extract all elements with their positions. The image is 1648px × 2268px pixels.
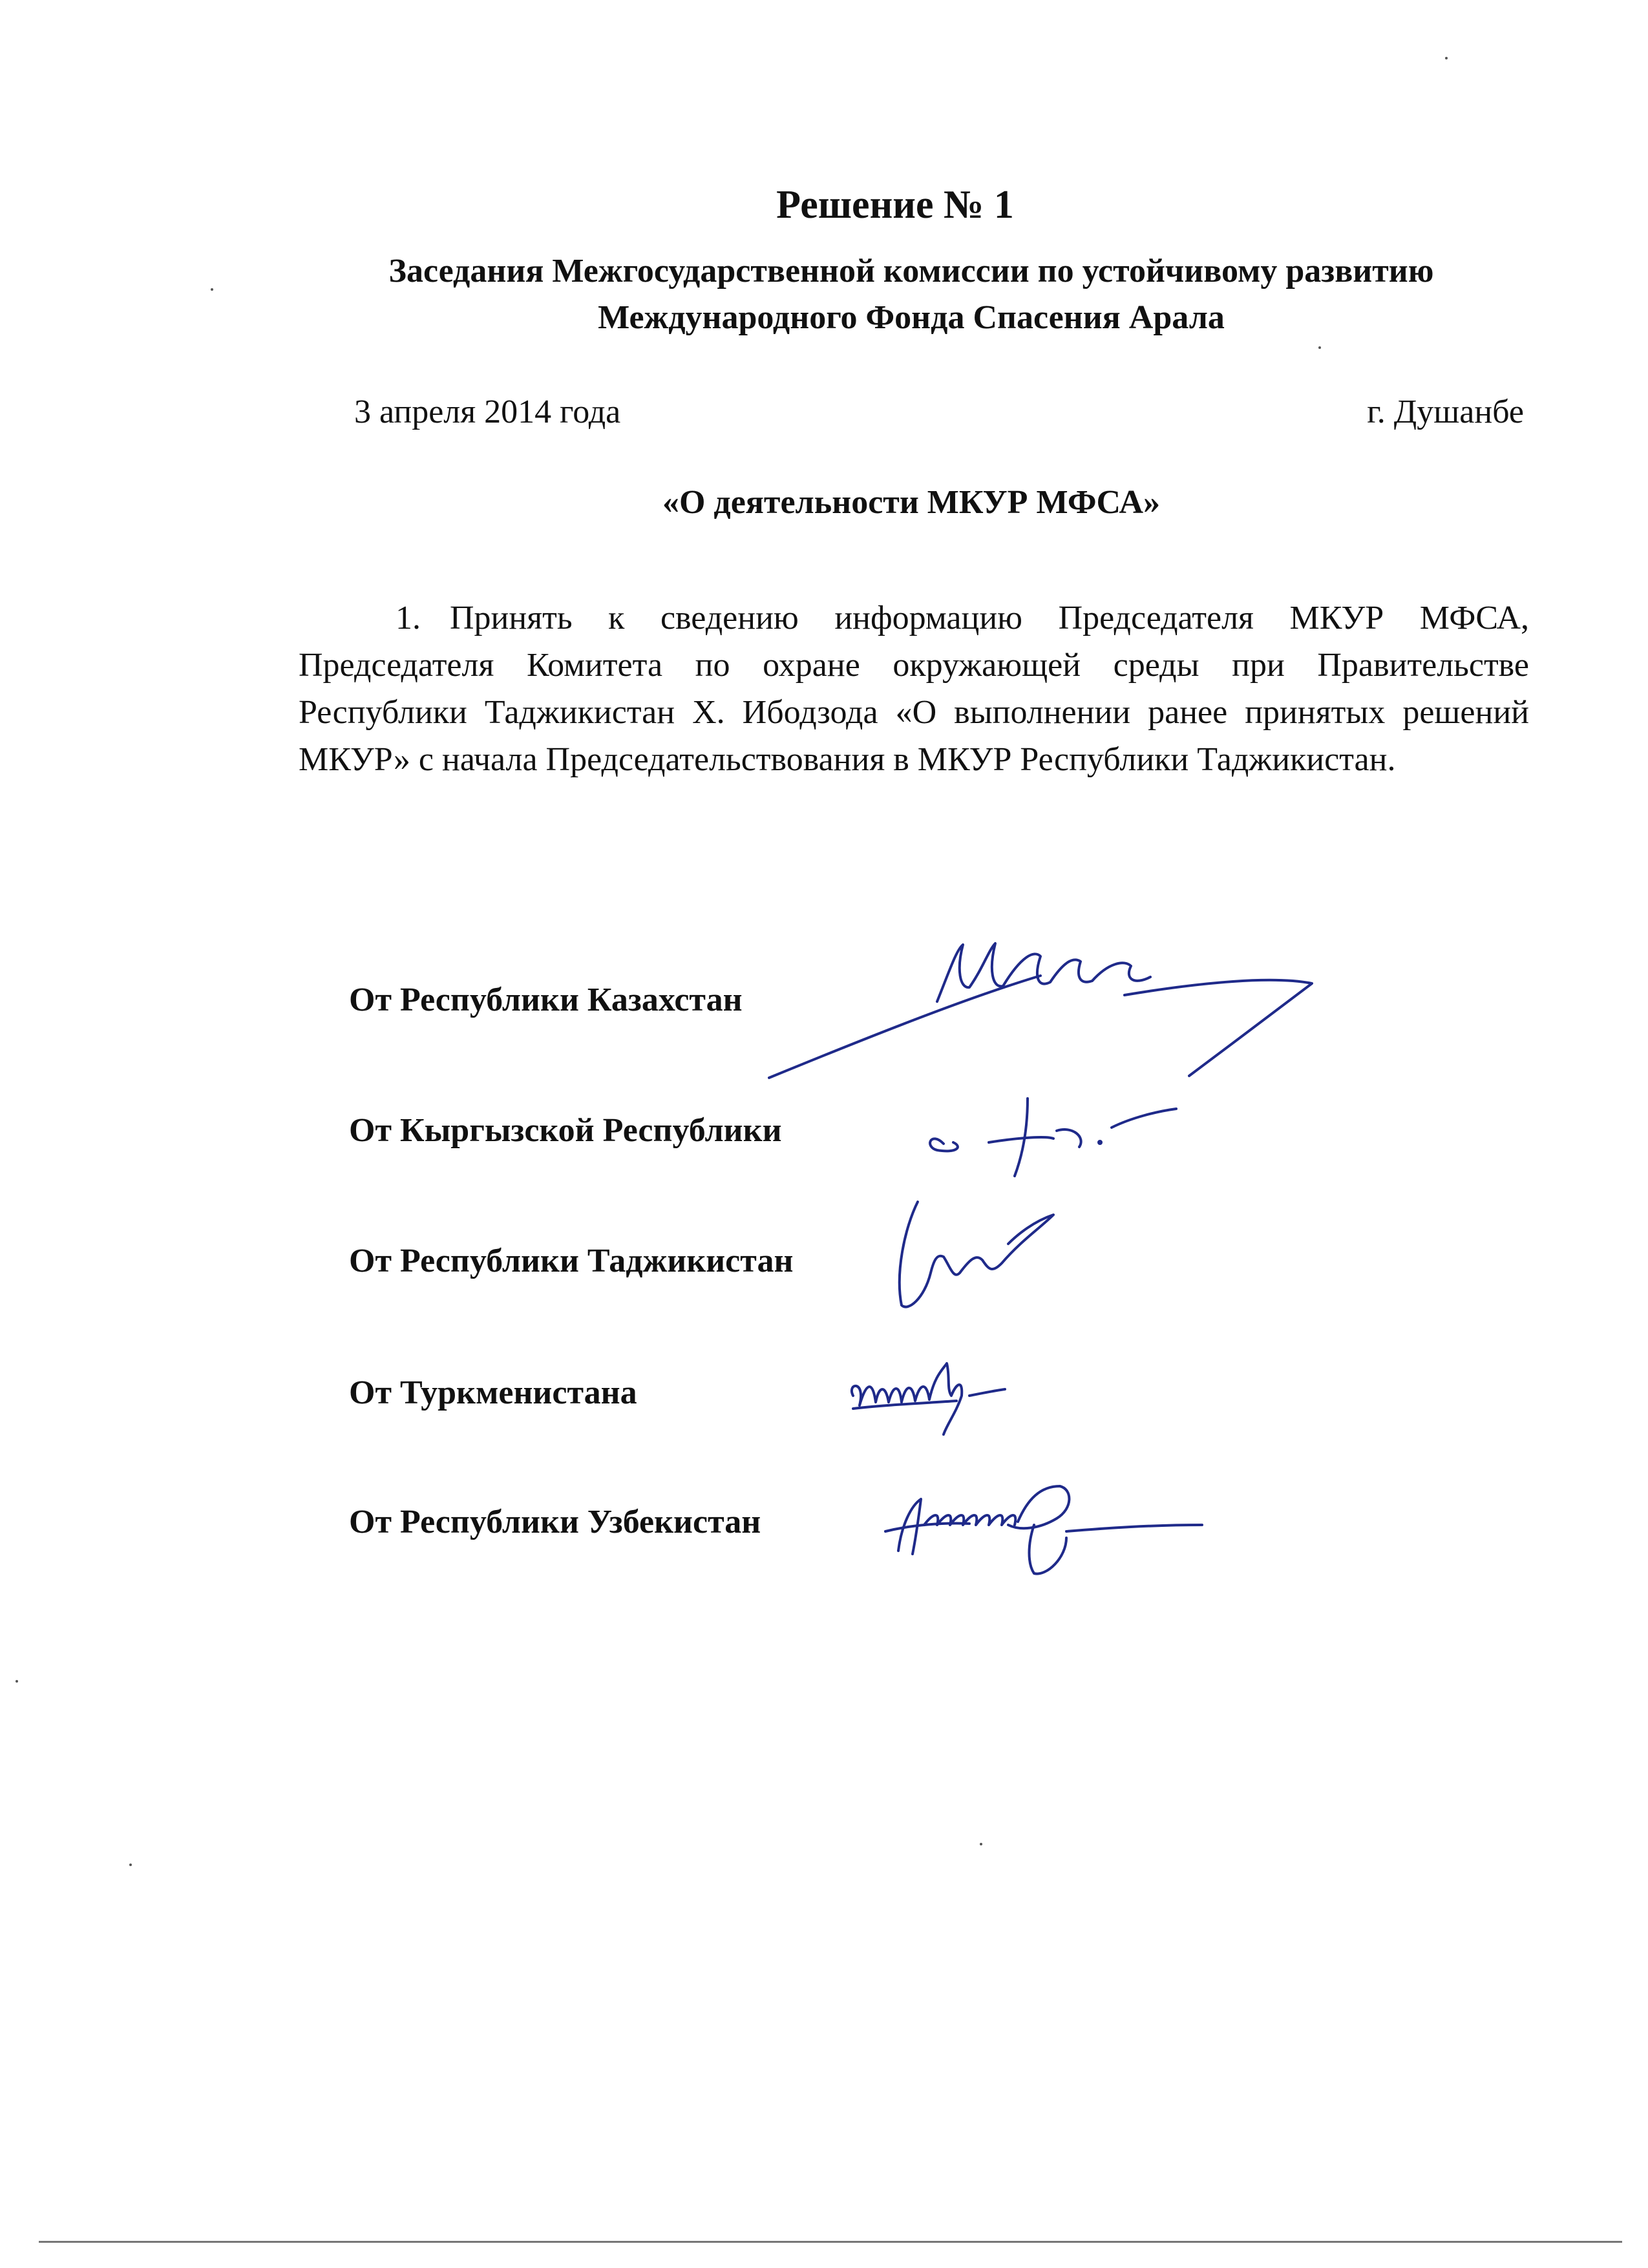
signature-turkmenistan — [840, 1344, 1021, 1447]
scan-speck — [16, 1680, 18, 1683]
document-date: 3 апреля 2014 года — [354, 394, 621, 430]
signatory-kyrgyzstan-label: От Кыргызской Республики — [349, 1112, 782, 1149]
paragraph-number: 1. — [396, 600, 421, 636]
signatory-kazakhstan-label: От Республики Казахстан — [349, 982, 743, 1018]
signatory-tajikistan-label: От Республики Таджикистан — [349, 1243, 794, 1279]
scan-speck — [1445, 57, 1448, 59]
scan-speck — [1318, 346, 1321, 349]
scan-speck — [980, 1843, 982, 1845]
subtitle-line-2: Международного Фонда Спасения Арала — [598, 299, 1225, 336]
scan-speck — [211, 288, 213, 291]
scan-speck — [129, 1864, 132, 1866]
paragraph-text: Принять к сведению информацию Председателя МКУР МФСА, Председателя Комитета по охране окружающей среды при Правительстве Республики Таджикистан Х. Ибодзода «О выполнении ранее принятых решений МКУР» с начала Председательствования в МКУР Республики Таджикистан. — [299, 600, 1529, 778]
document-city: г. Душанбе — [1367, 394, 1524, 430]
signature-tajikistan — [879, 1176, 1073, 1325]
document-topic: «О деятельности МКУР МФСА» — [662, 484, 1161, 521]
signatory-uzbekistan-label: От Республики Узбекистан — [349, 1504, 761, 1540]
document-title: Решение № 1 — [776, 183, 1014, 227]
signature-uzbekistan — [872, 1460, 1209, 1590]
subtitle-line-1: Заседания Межгосударственной комиссии по устойчивому развитию — [388, 253, 1434, 289]
page-bottom-rule — [39, 2241, 1622, 2243]
signature-kazakhstan — [763, 930, 1331, 1086]
signatory-turkmenistan-label: От Туркменистана — [349, 1374, 637, 1411]
decision-paragraph — [299, 594, 1529, 783]
document-subtitle — [284, 248, 1538, 341]
signature-kyrgyzstan — [918, 1086, 1189, 1182]
